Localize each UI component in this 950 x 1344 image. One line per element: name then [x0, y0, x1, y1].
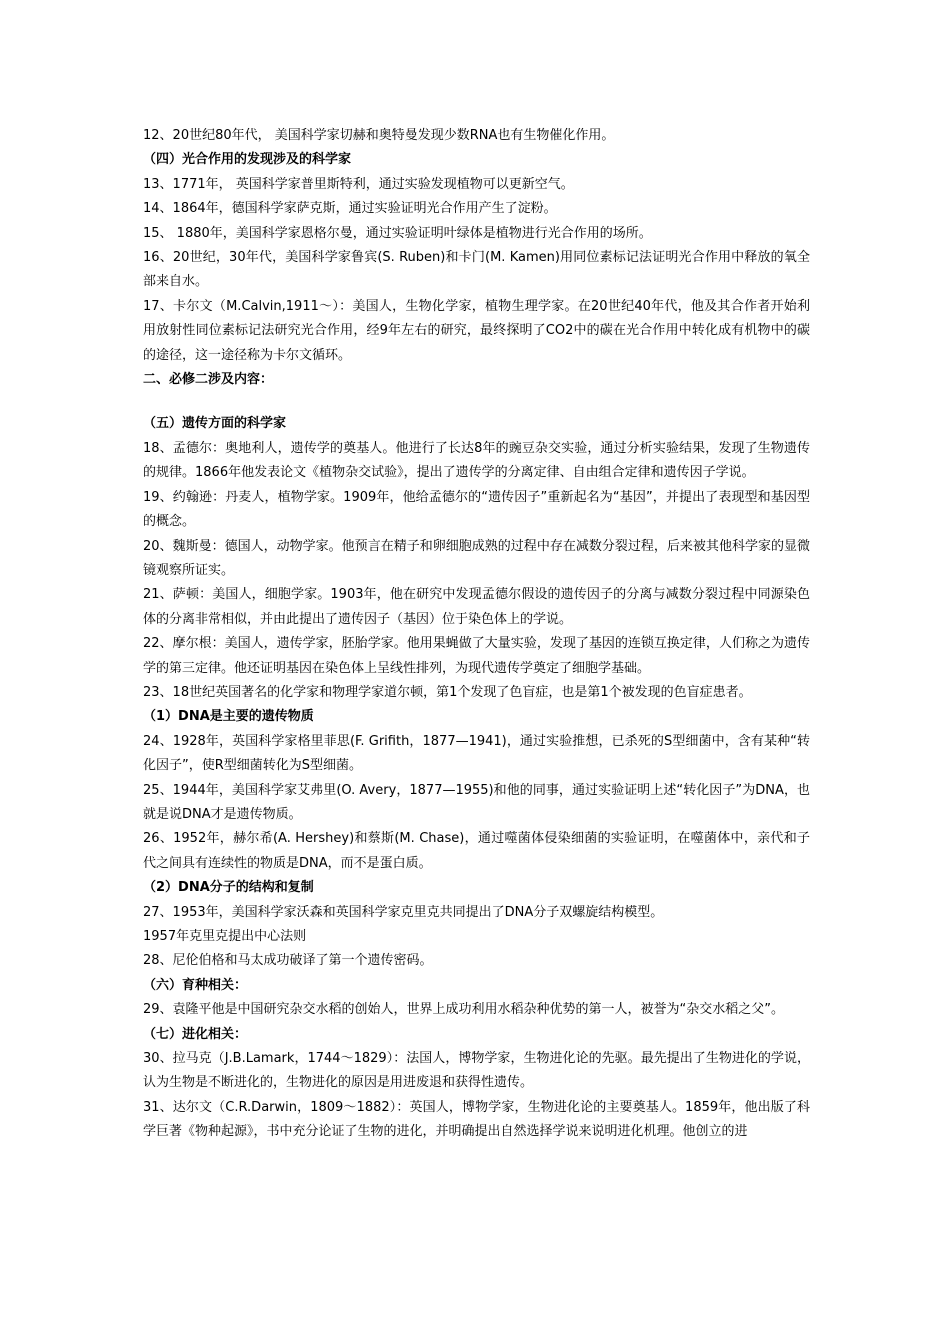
paragraph: 18、孟德尔：奥地利人，遗传学的奠基人。他进行了长达8年的豌豆杂交实验，通过分析实验结果，发现了生物遗传的规律。1866年他发表论文《植物杂交试验》，提出了遗传学的分离定律、自由组合定律和遗传因子学说。 — [143, 440, 810, 481]
paragraph: 14、1864年，德国科学家萨克斯，通过实验证明光合作用产生了淀粉。 — [143, 201, 557, 217]
paragraph: 31、达尔文（C.R.Darwin，1809～1882）：英国人，博物学家，生物进化论的主要奠基人。1859年，他出版了科学巨著《物种起源》，书中充分论证了生物的进化，并明确提出自然选择学说来说明进化机理。他创立的进 — [143, 1099, 810, 1140]
paragraph: 28、尼伦伯格和马太成功破译了第一个遗传密码。 — [143, 953, 433, 969]
paragraph: 27、1953年，美国科学家沃森和英国科学家克里克共同提出了DNA分子双螺旋结构模型。 — [143, 904, 664, 920]
section-heading: （四）光合作用的发现涉及的科学家 — [143, 152, 352, 168]
section-heading: （2）DNA分子的结构和复制 — [143, 880, 314, 896]
paragraph: 21、萨顿：美国人，细胞学家。1903年，他在研究中发现孟德尔假设的遗传因子的分离与减数分裂过程中同源染色体的分离非常相似，并由此提出了遗传因子（基因）位于染色体上的学说。 — [143, 587, 810, 627]
paragraph: 16、20世纪，30年代，美国科学家鲁宾(S. Ruben)和卡门(M. Kamen)用同位素标记法证明光合作用中释放的氧全部来自水。 — [143, 250, 810, 290]
paragraph: 24、1928年，英国科学家格里菲思(F. Grifith，1877—1941)，通过实验推想，已杀死的S型细菌中，含有某种“转化因子”，使R型细菌转化为S型细菌。 — [143, 733, 810, 774]
section-heading: 二、必修二涉及内容： — [143, 372, 274, 388]
paragraph: 26、1952年，赫尔希(A. Hershey)和蔡斯(M. Chase)，通过噬菌体侵染细菌的实验证明，在噬菌体中，亲代和子代之间具有连续性的物质是DNA，而不是蛋白质。 — [143, 831, 810, 871]
paragraph: 25、1944年，美国科学家艾弗里(O. Avery，1877—1955)和他的同事，通过实验证明上述“转化因子”为DNA，也就是说DNA才是遗传物质。 — [143, 782, 810, 822]
paragraph: 23、18世纪英国著名的化学家和物理学家道尔顿，第1个发现了色盲症，也是第1个被发现的色盲症患者。 — [143, 684, 752, 700]
section-heading: （五）遗传方面的科学家 — [143, 416, 287, 432]
paragraph: 15、 1880年，美国科学家恩格尔曼，通过实验证明叶绿体是植物进行光合作用的场所。 — [143, 225, 652, 241]
paragraph: 19、约翰逊：丹麦人，植物学家。1909年，他给孟德尔的“遗传因子”重新起名为“基因”，并提出了表现型和基因型的概念。 — [143, 489, 810, 530]
document-page — [143, 124, 810, 1145]
section-heading: （七）进化相关： — [143, 1026, 248, 1042]
paragraph: 12、20世纪80年代， 美国科学家切赫和奥特曼发现少数RNA也有生物催化作用。 — [143, 128, 615, 143]
section-spacer — [143, 392, 810, 412]
paragraph: 29、袁隆平他是中国研究杂交水稻的创始人，世界上成功利用水稻杂种优势的第一人，被誉为“杂交水稻之父”。 — [143, 1002, 785, 1018]
paragraph: 13、1771年， 英国科学家普里斯特利，通过实验发现植物可以更新空气。 — [143, 176, 574, 192]
paragraph: 17、卡尔文（M.Calvin,1911～）：美国人，生物化学家，植物生理学家。在20世纪40年代，他及其合作者开始利用放射性同位素标记法研究光合作用，经9年左右的研究，最终探明了CO2中的碳在光合作用中转化成有机物中的碳的途径，这一途径称为卡尔文循环。 — [143, 298, 810, 363]
paragraph: 22、摩尔根：美国人，遗传学家，胚胎学家。他用果蝇做了大量实验，发现了基因的连锁互换定律，人们称之为遗传学的第三定律。他还证明基因在染色体上呈线性排列，为现代遗传学奠定了细胞学基础。 — [143, 636, 810, 676]
paragraph: 1957年克里克提出中心法则 — [143, 929, 307, 944]
section-heading: （六）育种相关： — [143, 977, 248, 993]
paragraph: 30、拉马克（J.B.Lamark，1744～1829）：法国人，博物学家，生物进化论的先驱。最先提出了生物进化的学说，认为生物是不断进化的，生物进化的原因是用进废退和获得性遗传。 — [143, 1051, 810, 1091]
section-heading: （1）DNA是主要的遗传物质 — [143, 709, 314, 725]
paragraph: 20、魏斯曼：德国人，动物学家。他预言在精子和卵细胞成熟的过程中存在减数分裂过程，后来被其他科学家的显微镜观察所证实。 — [143, 538, 810, 578]
